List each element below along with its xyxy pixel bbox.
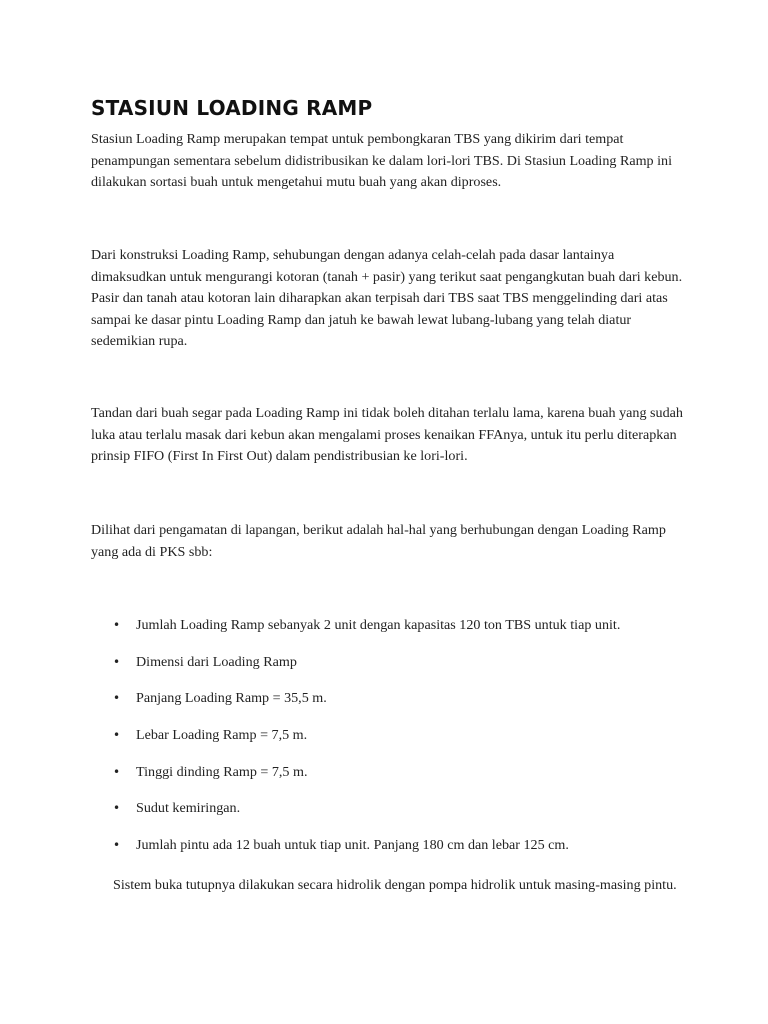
list-item-text: Lebar Loading Ramp = 7,5 m.	[136, 727, 308, 743]
paragraph-hydraulic: Sistem buka tutupnya dilakukan secara hidrolik dengan pompa hidrolik untuk masing-masing pintu.	[113, 877, 677, 893]
page-title: STASIUN LOADING RAMP	[91, 96, 373, 120]
bullet-icon: •	[113, 728, 121, 742]
paragraph-observation: Dilihat dari pengamatan di lapangan, berikut adalah hal-hal yang berhubungan dengan Loading Ramp yang ada di PKS sbb:	[91, 522, 666, 560]
bullet-icon: •	[113, 691, 121, 705]
bullet-icon: •	[113, 618, 121, 632]
paragraph-intro: Stasiun Loading Ramp merupakan tempat untuk pembongkaran TBS yang dikirim dari tempat penampungan sementara sebelum didistribusikan ke dalam lori-lori TBS. Di Stasiun Loading Ramp ini dilakukan sortasi buah untuk mengetahui mutu buah yang akan diproses.	[91, 131, 673, 190]
list-item-text: Sudut kemiringan.	[136, 800, 241, 816]
list-item-text: Jumlah Loading Ramp sebanyak 2 unit dengan kapasitas 120 ton TBS untuk tiap unit.	[136, 617, 621, 633]
bullet-icon: •	[113, 765, 121, 779]
list-item-text: Jumlah pintu ada 12 buah untuk tiap unit. Panjang 180 cm dan lebar 125 cm.	[136, 837, 569, 853]
list-item-text: Dimensi dari Loading Ramp	[136, 654, 297, 670]
bullet-icon: •	[113, 838, 121, 852]
paragraph-construction: Dari konstruksi Loading Ramp, sehubungan dengan adanya celah-celah pada dasar lantainya dimaksudkan untuk mengurangi kotoran (tanah + pasir) yang terikut saat pengangkutan buah dari kebun. Pasir dan tanah atau kotoran lain diharapkan akan terpisah dari TBS saat TBS menggelinding dari atas sampai ke dasar pintu Loading Ramp dan jatuh ke bawah lewat lubang-lubang yang telah diatur sedemikian rupa.	[91, 247, 683, 349]
bullet-icon: •	[113, 655, 121, 669]
bullet-icon: •	[113, 801, 121, 815]
paragraph-fifo: Tandan dari buah segar pada Loading Ramp ini tidak boleh ditahan terlalu lama, karena buah yang sudah luka atau terlalu masak dari kebun akan mengalami proses kenaikan FFAnya, untuk itu perlu diterapkan prinsip FIFO (First In First Out) dalam pendistribusian ke lori-lori.	[91, 405, 683, 464]
list-item-text: Panjang Loading Ramp = 35,5 m.	[136, 690, 327, 706]
list-item-text: Tinggi dinding Ramp = 7,5 m.	[136, 764, 308, 780]
